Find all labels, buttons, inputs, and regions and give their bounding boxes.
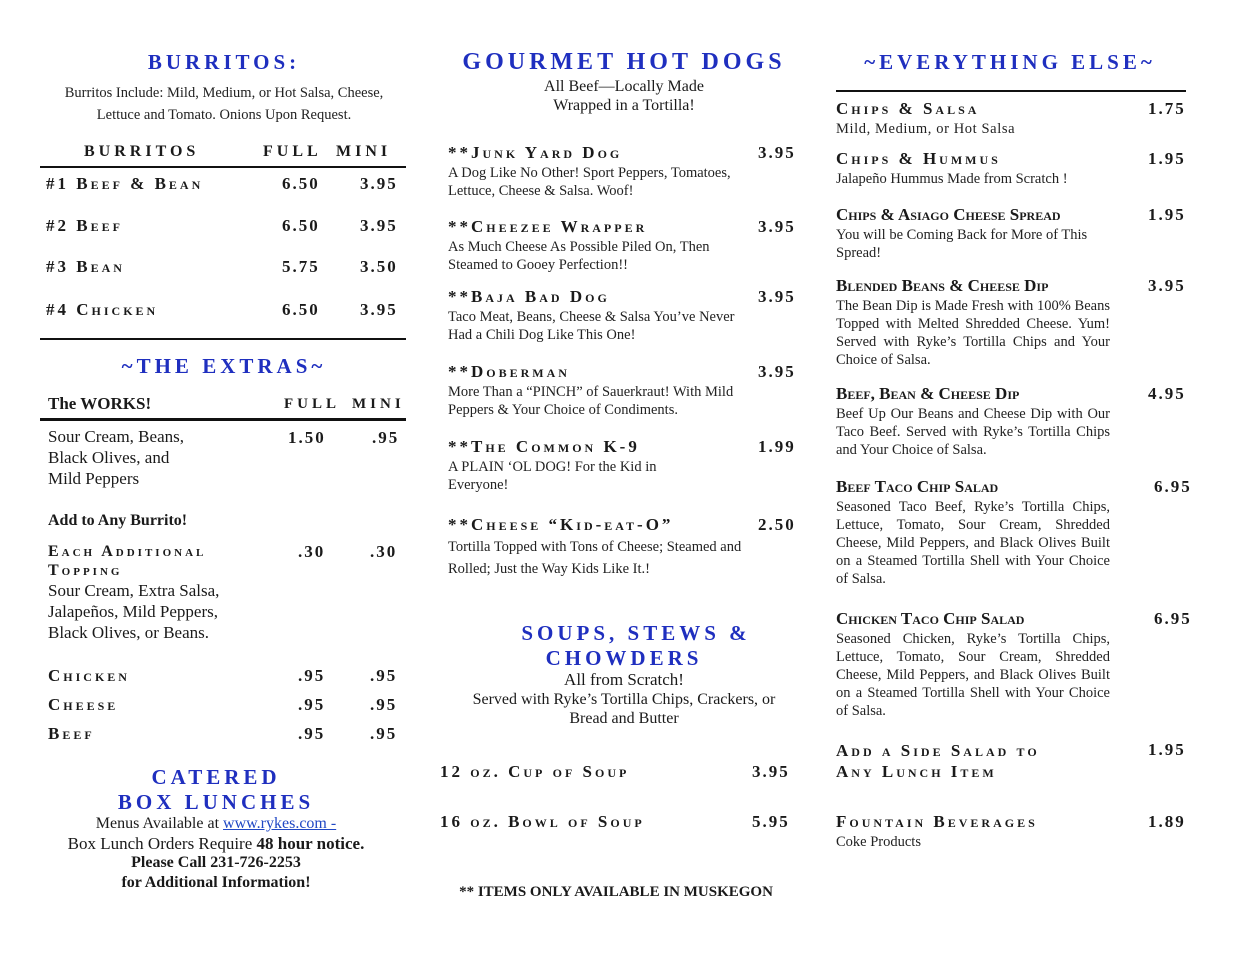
everything-desc: Seasoned Chicken, Ryke’s Tortilla Chips, Lettuce, Tomato, Sour Cream, Shredded Cheese, Mild Peppers, and Black Olives Built on a Steamed Tortilla Shell with Your Choice of Salsa.	[836, 631, 1110, 719]
each-description	[48, 580, 219, 643]
works-description	[48, 426, 184, 489]
divider	[40, 166, 406, 168]
everything-desc: You will be Coming Back for More of This Spread!	[836, 227, 1088, 261]
works-full-price: 1.50	[288, 428, 326, 447]
soup-name: 12 oz. Cup of Soup	[440, 762, 630, 781]
burrito-mini-price: 3.95	[360, 300, 398, 319]
burrito-full-price: 6.50	[282, 174, 320, 193]
soup-price: 5.95	[752, 812, 790, 831]
menus-available	[38, 815, 394, 833]
hotdogs-sub-1: All Beef—Locally Made	[544, 78, 704, 95]
muskegon-footnote: ** ITEMS ONLY AVAILABLE IN MUSKEGON	[459, 884, 773, 900]
burrito-mini-price: 3.50	[360, 257, 398, 276]
everything-name: Beef, Bean & Cheese Dip	[836, 384, 1020, 403]
hotdog-price: 3.95	[758, 217, 796, 236]
soups-title-1: SOUPS, STEWS &	[521, 621, 751, 645]
burrito-full-price: 6.50	[282, 216, 320, 235]
burrito-name: #1 Beef & Bean	[46, 174, 204, 193]
everything-name: Blended Beans & Cheese Dip	[836, 276, 1049, 295]
everything-price: 6.95	[1154, 609, 1192, 628]
hotdog-price: 3.95	[758, 362, 796, 381]
burritos-header-full: FULL	[263, 143, 322, 160]
everything-name: Beef Taco Chip Salad	[836, 477, 999, 496]
add-to-burrito-label: Add to Any Burrito!	[48, 512, 188, 529]
works-desc-line: Sour Cream, Beans,	[48, 427, 184, 446]
hotdog-name: **Junk Yard Dog	[448, 143, 623, 162]
additional-info: for Additional Information!	[121, 874, 311, 891]
catered-title-2: BOX LUNCHES	[117, 790, 315, 814]
hotdog-price: 1.99	[758, 437, 796, 456]
works-mini-price: .95	[372, 428, 400, 447]
hotdog-item	[440, 437, 808, 497]
burritos-intro-2: Lettuce and Tomato. Onions Upon Request.	[96, 107, 352, 123]
hotdog-price: 2.50	[758, 515, 796, 534]
extra-mini-price: .95	[370, 695, 398, 714]
side-salad-line-2: Any Lunch Item	[836, 762, 997, 781]
side-salad-line-1: Add a Side Salad to	[836, 741, 1040, 760]
soup-price: 3.95	[752, 762, 790, 781]
fountain-beverages: Fountain Beverages	[836, 812, 1038, 831]
everything-desc: Jalapeño Hummus Made from Scratch !	[836, 171, 1068, 187]
hotdogs-sub-2: Wrapped in a Tortilla!	[553, 97, 695, 114]
hotdog-name: **Baja Bad Dog	[448, 287, 610, 306]
each-additional-topping	[48, 542, 206, 580]
box-lunch-notice	[38, 834, 394, 854]
burrito-name: #4 Chicken	[46, 300, 159, 319]
burritos-header-mini: MINI	[336, 143, 392, 160]
soups-sub-1: All from Scratch!	[564, 670, 684, 689]
everything-price: 3.95	[1148, 276, 1186, 295]
hotdog-desc: Tortilla Topped with Tons of Cheese; Steamed and Rolled; Just the Way Kids Like It.!	[448, 539, 742, 577]
fountain-price: 1.89	[1148, 812, 1186, 831]
each-desc-line: Jalapeños, Mild Peppers,	[48, 602, 218, 621]
everything-name: Chips & Hummus	[836, 149, 1001, 168]
hotdog-name: **The Common K-9	[448, 437, 640, 456]
divider	[40, 338, 406, 340]
hotdog-desc: As Much Cheese As Possible Piled On, Then Steamed to Gooey Perfection!!	[448, 239, 710, 273]
everything-name: Chips & Salsa	[836, 99, 980, 118]
works-desc-line: Black Olives, and	[48, 448, 170, 467]
each-desc-line: Sour Cream, Extra Salsa,	[48, 581, 220, 600]
everything-name: Chips & Asiago Cheese Spread	[836, 205, 1061, 224]
burrito-mini-price: 3.95	[360, 174, 398, 193]
menus-available-text: Menus Available at	[95, 815, 224, 832]
hotdog-price: 3.95	[758, 143, 796, 162]
burrito-name: #3 Bean	[46, 257, 125, 276]
hotdog-item	[440, 143, 808, 203]
hotdog-item	[440, 287, 808, 347]
soups-sub-2: Served with Ryke’s Tortilla Chips, Crackers, or	[472, 691, 776, 708]
hotdog-item	[440, 515, 808, 575]
extra-mini-price: .95	[370, 724, 398, 743]
each-desc-line: Black Olives, or Beans.	[48, 623, 209, 642]
extras-mini-header: MINI	[352, 396, 405, 412]
everything-price: 6.95	[1154, 477, 1192, 496]
burrito-full-price: 5.75	[282, 257, 320, 276]
each-full-price: .30	[298, 542, 326, 561]
side-salad	[836, 740, 1040, 782]
box-lunch-notice-text: Box Lunch Orders Require	[67, 834, 257, 853]
hotdog-name: **Cheezee Wrapper	[448, 217, 648, 236]
burritos-intro-1: Burritos Include: Mild, Medium, or Hot Salsa, Cheese,	[64, 85, 384, 101]
burritos-title: BURRITOS:	[147, 50, 301, 74]
notice-period: 48 hour notice.	[256, 834, 365, 853]
extra-full-price: .95	[298, 695, 326, 714]
soups-title-2: CHOWDERS	[545, 646, 703, 670]
hotdog-desc: A PLAIN ‘OL DOG! For the Kid in Everyone!	[448, 459, 657, 493]
everything-desc: The Bean Dip is Made Fresh with 100% Beans Topped with Melted Shredded Cheese. Yum! Served with Ryke’s Tortilla Chips and Your Choice of Salsa.	[836, 298, 1110, 368]
everything-desc: Beef Up Our Beans and Cheese Dip with Our Taco Beef. Served with Ryke’s Tortilla Chips and Your Choice of Salsa.	[836, 406, 1110, 458]
hotdog-desc: A Dog Like No Other! Sport Peppers, Tomatoes, Lettuce, Cheese & Salsa. Woof!	[448, 165, 731, 199]
hotdog-name: **Doberman	[448, 362, 570, 381]
everything-title: ~EVERYTHING ELSE~	[864, 50, 1156, 74]
each-additional-line: Each Additional	[48, 543, 207, 560]
side-salad-price: 1.95	[1148, 740, 1186, 759]
burrito-mini-price: 3.95	[360, 216, 398, 235]
hotdog-item	[440, 217, 808, 277]
extra-name: Cheese	[48, 695, 119, 714]
hotdog-item	[440, 362, 808, 422]
extras-full-header: FULL	[284, 396, 341, 412]
catered-title-1: CATERED	[151, 765, 281, 789]
everything-price: 4.95	[1148, 384, 1186, 403]
hotdog-desc: Taco Meat, Beans, Cheese & Salsa You’ve Never Had a Chili Dog Like This One!	[448, 309, 735, 343]
hotdogs-title: GOURMET HOT DOGS	[462, 49, 786, 75]
extra-full-price: .95	[298, 724, 326, 743]
soups-sub-3: Bread and Butter	[569, 710, 679, 727]
hotdog-desc: More Than a “PINCH” of Sauerkraut! With Mild Peppers & Your Choice of Condiments.	[448, 384, 734, 418]
divider	[40, 418, 406, 421]
works-desc-line: Mild Peppers	[48, 469, 140, 488]
burrito-name: #2 Beef	[46, 216, 123, 235]
everything-desc: Mild, Medium, or Hot Salsa	[836, 121, 1016, 137]
extra-mini-price: .95	[370, 666, 398, 685]
fountain-desc: Coke Products	[836, 834, 921, 850]
extra-name: Beef	[48, 724, 95, 743]
call-phone: Please Call 231-726-2253	[131, 854, 301, 871]
topping-line: Topping	[48, 562, 123, 579]
extra-full-price: .95	[298, 666, 326, 685]
everything-desc: Seasoned Taco Beef, Ryke’s Tortilla Chips, Lettuce, Tomato, Sour Cream, Shredded Cheese, Mild Peppers, and Black Olives Built on a Steamed Tortilla Shell with Your Choice of Salsa.	[836, 499, 1110, 587]
divider	[836, 90, 1186, 92]
everything-price: 1.95	[1148, 149, 1186, 168]
works-label: The WORKS!	[48, 394, 152, 413]
burritos-header-name: BURRITOS	[84, 143, 200, 160]
everything-price: 1.75	[1148, 99, 1186, 118]
hotdog-name: **Cheese “Kid-eat-O”	[448, 515, 674, 534]
everything-price: 1.95	[1148, 205, 1186, 224]
everything-name: Chicken Taco Chip Salad	[836, 609, 1025, 628]
extra-name: Chicken	[48, 666, 130, 685]
each-mini-price: .30	[370, 542, 398, 561]
burrito-full-price: 6.50	[282, 300, 320, 319]
hotdog-price: 3.95	[758, 287, 796, 306]
extras-title: ~THE EXTRAS~	[121, 354, 327, 378]
website-link[interactable]: www.rykes.com -	[223, 815, 337, 832]
soup-name: 16 oz. Bowl of Soup	[440, 812, 645, 831]
